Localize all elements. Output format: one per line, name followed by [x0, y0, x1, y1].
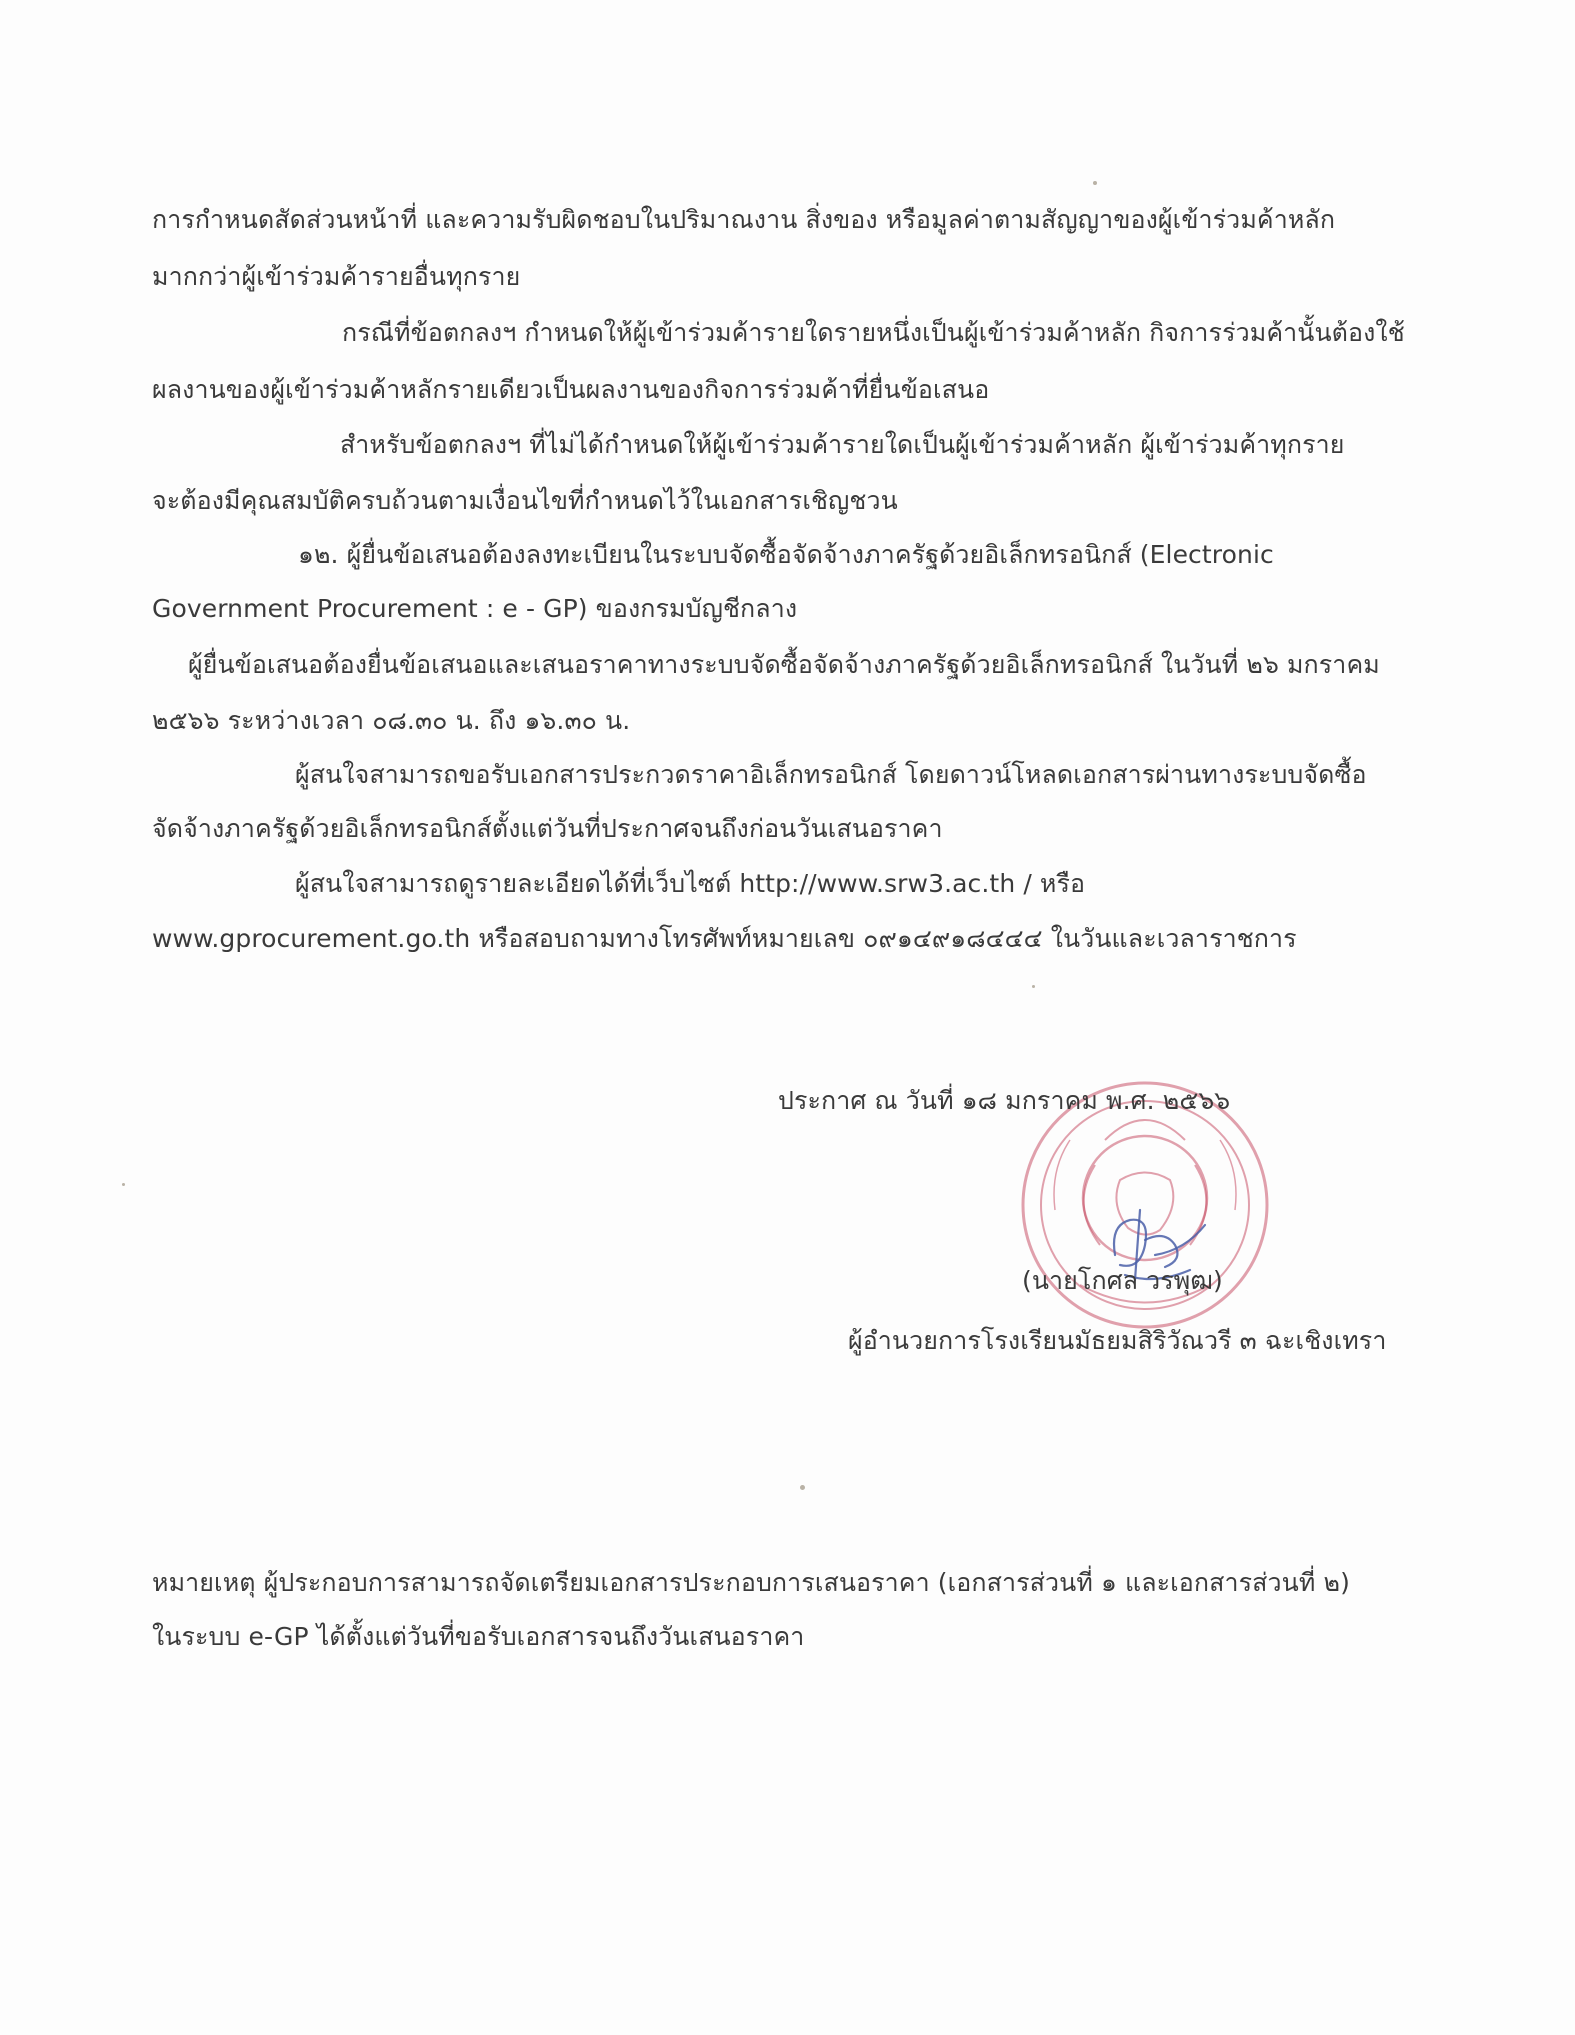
scan-speck	[122, 1183, 125, 1186]
body-line-13: ผู้สนใจสามารถดูรายละเอียดได้ที่เว็บไซต์ http://www.srw3.ac.th / หรือ	[295, 869, 1086, 898]
note-line-1: หมายเหตุ ผู้ประกอบการสามารถจัดเตรียมเอกสารประกอบการเสนอราคา (เอกสารส่วนที่ ๑ และเอกสารส่วนที่ ๒)	[152, 1568, 1350, 1597]
scan-speck	[800, 1485, 805, 1490]
note-line-2: ในระบบ e-GP ได้ตั้งแต่วันที่ขอรับเอกสารจนถึงวันเสนอราคา	[152, 1622, 805, 1651]
body-line-6: จะต้องมีคุณสมบัติครบถ้วนตามเงื่อนไขที่กำหนดไว้ในเอกสารเชิญชวน	[152, 486, 898, 515]
body-line-5: สำหรับข้อตกลงฯ ที่ไม่ได้กำหนดให้ผู้เข้าร่วมค้ารายใดเป็นผู้เข้าร่วมค้าหลัก ผู้เข้าร่วมค้าทุกราย	[340, 430, 1345, 459]
body-line-4: ผลงานของผู้เข้าร่วมค้าหลักรายเดียวเป็นผลงานของกิจการร่วมค้าที่ยื่นข้อเสนอ	[152, 375, 990, 404]
signatory-title: ผู้อำนวยการโรงเรียนมัธยมสิริวัณวรี ๓ ฉะเชิงเทรา	[848, 1326, 1387, 1355]
body-line-3: กรณีที่ข้อตกลงฯ กำหนดให้ผู้เข้าร่วมค้ารายใดรายหนึ่งเป็นผู้เข้าร่วมค้าหลัก กิจการร่วมค้านั้นต้องใช้	[342, 318, 1405, 347]
announcement-date: ประกาศ ณ วันที่ ๑๘ มกราคม พ.ศ. ๒๕๖๖	[778, 1086, 1231, 1115]
body-line-14: www.gprocurement.go.th หรือสอบถามทางโทรศัพท์หมายเลข ๐๙๑๔๙๑๘๔๔๔ ในวันและเวลาราชการ	[152, 924, 1297, 953]
scan-speck	[1032, 985, 1035, 988]
body-line-10: ๒๕๖๖ ระหว่างเวลา ๐๘.๓๐ น. ถึง ๑๖.๓๐ น.	[152, 706, 631, 735]
body-line-12: จัดจ้างภาครัฐด้วยอิเล็กทรอนิกส์ตั้งแต่วันที่ประกาศจนถึงก่อนวันเสนอราคา	[152, 814, 943, 843]
signatory-name: (นายโกศล วรพุฒ)	[1022, 1266, 1223, 1295]
body-line-1: การกำหนดสัดส่วนหน้าที่ และความรับผิดชอบในปริมาณงาน สิ่งของ หรือมูลค่าตามสัญญาของผู้เข้าร่วมค้าหลัก	[152, 205, 1336, 234]
body-line-7: ๑๒. ผู้ยื่นข้อเสนอต้องลงทะเบียนในระบบจัดซื้อจัดจ้างภาครัฐด้วยอิเล็กทรอนิกส์ (Electronic	[298, 540, 1274, 569]
body-line-8: Government Procurement : e - GP) ของกรมบัญชีกลาง	[152, 594, 798, 623]
scan-speck	[1093, 181, 1097, 185]
body-line-11: ผู้สนใจสามารถขอรับเอกสารประกวดราคาอิเล็กทรอนิกส์ โดยดาวน์โหลดเอกสารผ่านทางระบบจัดซื้อ	[295, 760, 1367, 789]
body-line-2: มากกว่าผู้เข้าร่วมค้ารายอื่นทุกราย	[152, 262, 521, 291]
body-line-9: ผู้ยื่นข้อเสนอต้องยื่นข้อเสนอและเสนอราคาทางระบบจัดซื้อจัดจ้างภาครัฐด้วยอิเล็กทรอนิกส์ ในวันที่ ๒๖ มกราคม	[188, 650, 1380, 679]
